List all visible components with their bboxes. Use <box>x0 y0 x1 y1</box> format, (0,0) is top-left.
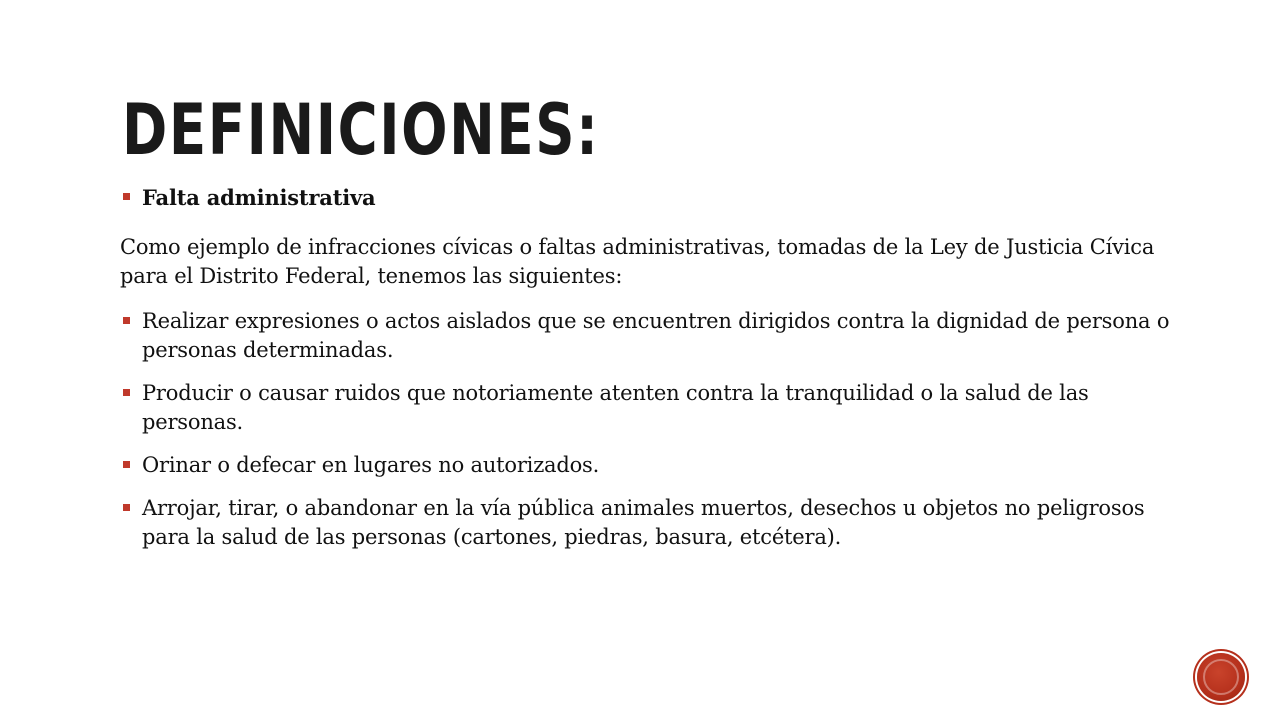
list-item <box>120 379 1180 437</box>
slide-title: DEFINICIONES: <box>122 89 600 171</box>
square-bullet-icon <box>123 389 130 396</box>
list-item <box>120 307 1180 365</box>
list-item-text: Producir o causar ruidos que notoriamente atenten contra la tranquilidad o la salud de las personas. <box>142 381 1089 434</box>
term-label: Falta administrativa <box>142 185 376 210</box>
slide-nav-button[interactable] <box>1197 653 1245 701</box>
square-bullet-icon <box>123 504 130 511</box>
circle-nav-button-icon <box>1203 659 1239 695</box>
slide-body <box>120 183 1180 566</box>
list-item <box>120 494 1180 552</box>
term-heading <box>120 183 1180 212</box>
list-item-text: Arrojar, tirar, o abandonar en la vía pública animales muertos, desechos u objetos no peligrosos para la salud de las personas (cartones, piedras, basura, etcétera). <box>142 496 1145 549</box>
square-bullet-icon <box>123 193 130 200</box>
intro-paragraph: Como ejemplo de infracciones cívicas o faltas administrativas, tomadas de la Ley de Justicia Cívica para el Distrito Federal, tenemos las siguientes: <box>120 235 1155 288</box>
list-item-text: Realizar expresiones o actos aislados que se encuentren dirigidos contra la dignidad de persona o personas determinadas. <box>142 309 1170 362</box>
square-bullet-icon <box>123 317 130 324</box>
square-bullet-icon <box>123 461 130 468</box>
list-item <box>120 451 1180 480</box>
list-item-text: Orinar o defecar en lugares no autorizados. <box>142 453 600 477</box>
